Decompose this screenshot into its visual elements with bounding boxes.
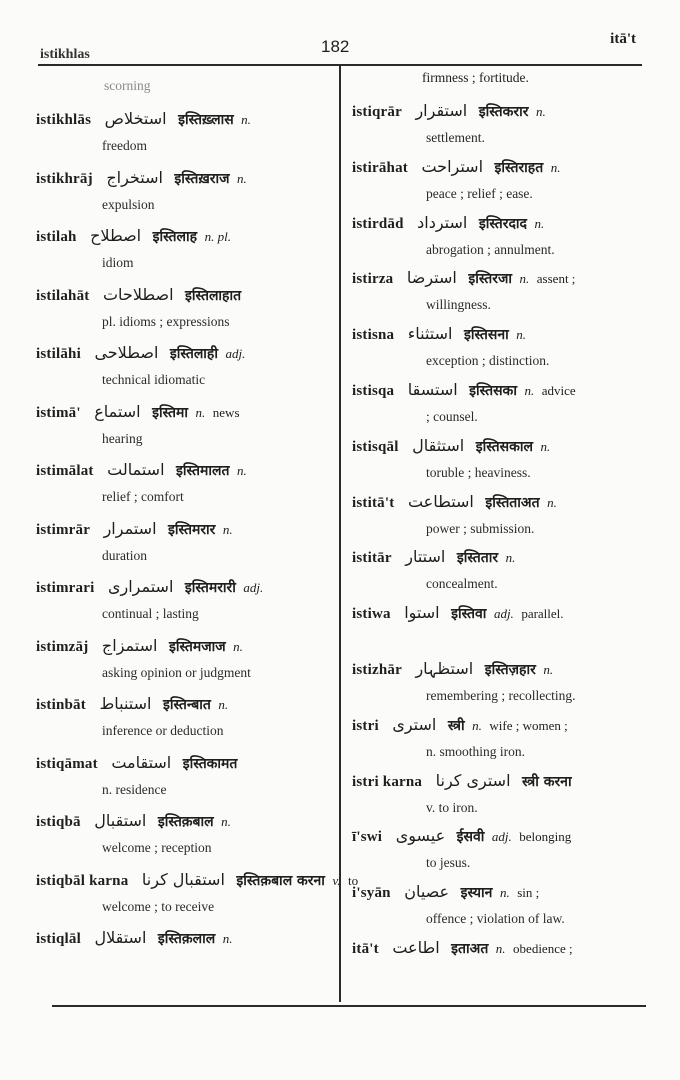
entry-headline: [352, 489, 652, 517]
part-of-speech: n.: [524, 383, 535, 398]
entry-headline: [36, 516, 336, 544]
devanagari-script: इस्तिताअत: [485, 494, 540, 511]
devanagari-script: इस्तिलाही: [169, 346, 218, 362]
headword: istri: [352, 717, 379, 734]
urdu-script: استقبال کرنا: [141, 869, 225, 889]
definition: continual ; lasting: [102, 606, 199, 621]
entry-headline: [36, 223, 336, 251]
dictionary-entry: [352, 377, 652, 429]
dictionary-entry: [36, 750, 336, 802]
urdu-script: استمرار: [103, 518, 157, 538]
headword: istinbāt: [36, 697, 86, 713]
devanagari-script: इस्तिकरार: [478, 104, 529, 120]
definition: relief ; comfort: [102, 489, 184, 504]
headword: istilah: [36, 229, 77, 245]
dictionary-entry: [352, 321, 652, 373]
devanagari-script: इस्तिरदाद: [478, 215, 527, 232]
devanagari-script: इस्तिलाह: [152, 229, 198, 245]
urdu-script: استرداد: [417, 212, 468, 232]
headword: istimrār: [36, 521, 91, 538]
inline-gloss: belonging: [519, 829, 572, 845]
devanagari-script: इस्तिकामत: [182, 755, 238, 772]
devanagari-script: स्त्री करना: [522, 773, 572, 790]
definition: v. to iron.: [426, 799, 478, 815]
headword: istikhlās: [36, 112, 92, 128]
headword: istitā't: [352, 494, 395, 511]
part-of-speech: n.: [543, 662, 554, 677]
urdu-script: استقامت: [111, 752, 172, 772]
part-of-speech: adj.: [493, 606, 514, 622]
devanagari-script: इस्तिसकाल: [475, 438, 533, 455]
devanagari-script: इस्यान: [460, 885, 493, 902]
urdu-script: استماع: [94, 401, 141, 421]
headword: istiqbā: [36, 814, 81, 830]
entry-headline: [36, 340, 336, 368]
urdu-script: استوا: [404, 603, 440, 623]
urdu-script: عیسوی: [395, 826, 446, 846]
urdu-script: استمزاج: [101, 635, 158, 655]
dictionary-entry: [352, 210, 652, 262]
entry-headline: [352, 98, 652, 126]
devanagari-script: इस्तिसना: [463, 327, 509, 344]
entry-headline: [352, 656, 652, 684]
part-of-speech: n. pl.: [204, 229, 231, 244]
urdu-script: استرضا: [406, 268, 457, 288]
urdu-script: استظہار: [415, 659, 474, 678]
urdu-script: استقرار: [415, 101, 468, 120]
entry-headline: [36, 925, 336, 953]
dictionary-entry: [352, 544, 652, 596]
part-of-speech: adj.: [491, 829, 512, 845]
urdu-script: استمراری: [107, 577, 174, 596]
part-of-speech: n.: [505, 550, 516, 566]
headword: istiqbāl karna: [36, 872, 129, 889]
devanagari-script: ईसवी: [456, 829, 485, 846]
urdu-script: استقبال: [94, 811, 147, 830]
dictionary-entry: [352, 433, 652, 485]
entry-headline: [352, 377, 652, 405]
devanagari-script: इस्तितार: [456, 550, 499, 567]
devanagari-script: इस्तिराहत: [494, 159, 544, 176]
inline-gloss: news: [212, 404, 240, 420]
devanagari-script: इस्तिक़लाल: [157, 931, 216, 947]
entry-headline: [352, 321, 652, 349]
entry-headline: [36, 399, 336, 427]
definition: offence ; violation of law.: [426, 911, 565, 927]
entry-headline: [352, 265, 652, 293]
headword: istiqlāl: [36, 931, 81, 947]
part-of-speech: n.: [221, 814, 231, 829]
dictionary-entry: [352, 656, 652, 708]
definition: toruble ; heaviness.: [426, 464, 531, 480]
dictionary-entry: [36, 691, 336, 743]
definition: n. smoothing iron.: [426, 743, 526, 759]
entry-headline: [36, 457, 336, 485]
definition: abrogation ; annulment.: [426, 241, 555, 257]
entry-headline: [352, 210, 652, 238]
urdu-script: استنباط: [99, 694, 152, 713]
urdu-script: اصطلاح: [90, 226, 142, 245]
headword: itā't: [352, 941, 379, 957]
dictionary-entry: [352, 712, 652, 764]
devanagari-script: इस्तिवा: [451, 606, 487, 623]
entry-headline: [36, 106, 336, 134]
dictionary-entry: [36, 457, 336, 509]
headword: istri karna: [352, 773, 423, 790]
devanagari-script: इस्तिमरारी: [184, 580, 236, 596]
dictionary-entry: [352, 154, 652, 206]
headword: istiqāmat: [36, 755, 98, 772]
urdu-script: استراحت: [421, 156, 484, 176]
part-of-speech: n.: [237, 170, 247, 186]
continued-definition: firmness ; fortitude.: [422, 70, 529, 85]
part-of-speech: n.: [195, 404, 206, 420]
entry-headline: [36, 574, 336, 602]
column-divider: [339, 66, 341, 1002]
headword: istimrari: [36, 580, 95, 596]
devanagari-script: इस्तिज़हार: [484, 662, 536, 678]
devanagari-script: इताअत: [451, 941, 489, 957]
dictionary-entry: [36, 282, 336, 334]
dictionary-entry: [352, 935, 652, 963]
urdu-script: استسقا: [407, 380, 458, 399]
part-of-speech: n.: [218, 697, 229, 712]
entry-headline: [352, 879, 652, 907]
bottom-rule: [52, 1005, 646, 1007]
entry-headline: [352, 600, 652, 628]
definition: pl. idioms ; expressions: [102, 313, 230, 329]
headword: istimā': [36, 404, 81, 421]
entry-headline: [36, 691, 336, 719]
running-head-left: istikhlas: [40, 47, 90, 62]
definition: exception ; distinction.: [426, 353, 550, 369]
headword: istiqrār: [352, 104, 402, 120]
devanagari-script: इस्तिलाहात: [185, 287, 242, 304]
definition: expulsion: [102, 196, 155, 212]
urdu-script: اصطلاحات: [102, 284, 174, 304]
inline-gloss: sin ;: [517, 885, 540, 901]
dictionary-entry: [352, 489, 652, 541]
headword: istitār: [352, 550, 392, 567]
urdu-script: اصطلاحی: [94, 343, 159, 362]
entry-headline: [36, 633, 336, 661]
entry-headline: [352, 712, 652, 740]
part-of-speech: n.: [550, 159, 561, 175]
definition: welcome ; to receive: [102, 898, 215, 914]
part-of-speech: n.: [222, 521, 233, 537]
definition: n. residence: [102, 781, 167, 797]
entry-headline: [36, 808, 336, 836]
dictionary-entry: [352, 768, 652, 820]
definition: welcome ; reception: [102, 840, 212, 855]
running-head-right: itā't: [610, 31, 636, 47]
inline-gloss: to: [348, 872, 359, 888]
definition: idiom: [102, 255, 134, 270]
definition: hearing: [102, 430, 143, 446]
headword: istirdād: [352, 215, 404, 232]
headword: ī'swi: [352, 829, 383, 846]
dictionary-entry: [36, 340, 336, 392]
headword: istiwa: [352, 606, 391, 623]
headword: istizhār: [352, 662, 402, 678]
definition: power ; submission.: [426, 520, 535, 536]
dictionary-entry: [36, 867, 359, 919]
inline-gloss: wife ; women ;: [489, 717, 568, 733]
dictionary-entry: [36, 574, 336, 626]
definition: inference or deduction: [102, 723, 224, 738]
definition: duration: [102, 547, 147, 563]
headword: istisqa: [352, 383, 395, 399]
definition: freedom: [102, 138, 147, 153]
headword: istisna: [352, 327, 395, 344]
part-of-speech: n.: [534, 215, 545, 231]
urdu-script: استتار: [405, 547, 446, 567]
part-of-speech: n.: [535, 104, 546, 119]
dictionary-entry: [36, 399, 336, 451]
definition: to jesus.: [426, 855, 471, 871]
headword: istirāhat: [352, 159, 408, 176]
devanagari-script: इस्तिरजा: [468, 271, 513, 288]
headword: istisqāl: [352, 438, 399, 455]
part-of-speech: n.: [233, 638, 243, 654]
dictionary-entry: [36, 106, 336, 158]
entry-headline: [352, 154, 652, 182]
definition: concealment.: [426, 576, 498, 592]
dictionary-entry: [352, 600, 652, 628]
devanagari-script: इस्तिसका: [469, 383, 517, 399]
dictionary-entry: [352, 879, 652, 931]
part-of-speech: n.: [547, 494, 557, 510]
entry-headline: [36, 750, 336, 778]
urdu-script: استثقال: [412, 435, 465, 455]
dictionary-entry: [352, 98, 652, 150]
devanagari-script: इस्तिन्बात: [162, 697, 211, 713]
definition: remembering ; recollecting.: [426, 688, 576, 703]
devanagari-script: स्त्री: [447, 717, 465, 734]
part-of-speech: n.: [236, 463, 247, 478]
dictionary-entry: [36, 516, 336, 568]
page-number: 182: [321, 37, 350, 56]
dictionary-entry: [352, 265, 652, 317]
inline-gloss: parallel.: [521, 606, 564, 622]
devanagari-script: इस्तिक़बाल: [157, 814, 214, 830]
part-of-speech: n.: [519, 271, 530, 287]
devanagari-script: इस्तिमा: [152, 404, 189, 421]
urdu-script: استقلال: [94, 928, 147, 947]
inline-gloss: obedience ;: [513, 941, 573, 956]
definition: settlement.: [426, 130, 485, 145]
dictionary-entry: [36, 925, 336, 953]
part-of-speech: n.: [222, 931, 233, 946]
part-of-speech: n.: [516, 327, 527, 343]
entry-headline: [36, 867, 359, 895]
entry-headline: [352, 823, 652, 851]
headword: istimzāj: [36, 638, 89, 655]
urdu-script: استخلاص: [104, 109, 167, 128]
part-of-speech: n.: [495, 941, 506, 956]
urdu-script: اطاعت: [392, 938, 440, 957]
dictionary-entry: [36, 808, 336, 860]
dictionary-entry: [36, 633, 336, 685]
devanagari-script: इस्तिमजाज: [168, 638, 226, 655]
part-of-speech: adj.: [225, 346, 246, 361]
inline-gloss: assent ;: [536, 271, 576, 287]
continued-definition: scorning: [104, 78, 151, 93]
dictionary-entry: [36, 165, 336, 217]
part-of-speech: n.: [540, 438, 551, 454]
urdu-script: استمالت: [107, 460, 165, 479]
entry-headline: [36, 282, 336, 310]
entry-headline: [352, 768, 652, 796]
entry-headline: [352, 544, 652, 572]
devanagari-script: इस्तिख़्लास: [178, 112, 234, 128]
part-of-speech: n.: [241, 112, 251, 127]
devanagari-script: इस्तिख़राज: [174, 170, 230, 187]
definition: technical idiomatic: [102, 372, 206, 387]
urdu-script: استطاعت: [407, 491, 474, 511]
definition: asking opinion or judgment: [102, 664, 251, 680]
headword: istimālat: [36, 463, 94, 479]
part-of-speech: n.: [499, 885, 510, 901]
part-of-speech: adj.: [243, 580, 264, 595]
headword: istilahāt: [36, 287, 90, 304]
urdu-script: عصیان: [404, 882, 450, 902]
dictionary-entry: [352, 823, 652, 875]
urdu-script: استری کرنا: [435, 770, 511, 790]
dictionary-entry: [36, 223, 336, 275]
entry-headline: [36, 165, 336, 193]
headword: i'syān: [352, 885, 391, 902]
headword: istilāhi: [36, 346, 81, 362]
definition: peace ; relief ; ease.: [426, 185, 533, 201]
headword: istirza: [352, 271, 394, 288]
devanagari-script: इस्तिक़बाल करना: [236, 872, 325, 889]
entry-headline: [352, 433, 652, 461]
urdu-script: استری: [392, 714, 437, 734]
entry-headline: [352, 935, 652, 963]
definition: willingness.: [426, 297, 491, 313]
devanagari-script: इस्तिमालत: [176, 463, 230, 479]
urdu-script: استخراج: [106, 167, 163, 187]
part-of-speech: v.: [332, 872, 341, 888]
headword: istikhrāj: [36, 170, 93, 187]
definition: ; counsel.: [426, 409, 478, 424]
inline-gloss: advice: [541, 383, 576, 398]
urdu-script: استثناء: [407, 324, 453, 344]
part-of-speech: n.: [472, 717, 482, 733]
devanagari-script: इस्तिमरार: [168, 521, 216, 538]
